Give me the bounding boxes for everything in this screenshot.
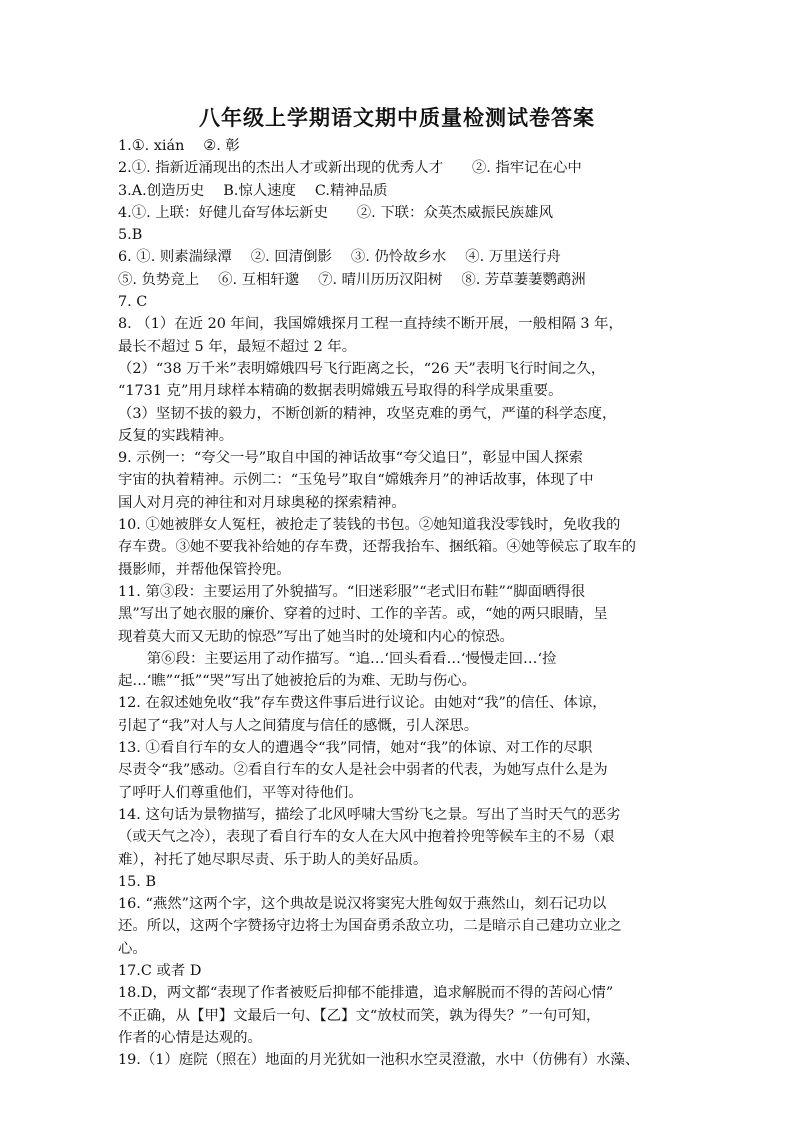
answer-line: 第⑥段：主要运用了动作描写。“追…‘回头看看…‘慢慢走回…‘捡 [118, 650, 557, 667]
answer-line: 8. （1）在近 20 年间，我国嫦娥探月工程一直持续不断开展，一般相隔 3 年， [118, 316, 623, 333]
answer-line: 现着莫大而又无助的惊恐”写出了她当时的处境和内心的惊恐。 [118, 628, 514, 645]
answer-line: 3.A.创造历史 B.惊人速度 C.精神品质 [118, 182, 388, 199]
answer-line: 16. “燕然”这两个字，这个典故是说汉将窦宪大胜匈奴于燕然山，刻石记功以 [118, 896, 607, 913]
document-title: 八年级上学期语文期中质量检测试卷答案 [199, 105, 595, 130]
answer-line: 尽责令“我”感动。②看自行车的女人是社会中弱者的代表，为她写点什么是为 [118, 762, 608, 779]
answer-line: 不正确，从【甲】文最后一句、【乙】文“放杖而笑，孰为得失？”一句可知， [118, 1007, 601, 1024]
answer-line: 7. C [118, 294, 148, 311]
answer-line: 5.B [118, 227, 143, 244]
answer-line: “1731 克”用月球样本精确的数据表明嫦娥五号取得的科学成果重要。 [118, 383, 563, 400]
answer-line: 4.①. 上联：好健儿奋写体坛新史 ②. 下联：众英杰威振民族雄风 [118, 204, 553, 221]
answer-line: 11. 第③段：主要运用了外貌描写。“旧迷彩服”“老式旧布鞋”“脚面晒得很 [118, 583, 586, 600]
answer-content [118, 135, 684, 1071]
answer-line: 了呼吁人们尊重他们，平等对待他们。 [118, 784, 363, 801]
answer-line: 6. ①. 则素湍绿潭 ②. 回清倒影 ③. 仍怜故乡水 ④. 万里送行舟 [118, 249, 561, 266]
answer-line: ⑤. 负势竞上 ⑥. 互相轩邈 ⑦. 晴川历历汉阳树 ⑧. 芳草萋萋鹦鹉洲 [118, 271, 586, 288]
answer-line: （2）“38 万千米”表明嫦娥四号飞行距离之长，“26 天”表明飞行时间之久， [118, 360, 606, 377]
answer-line: 存车费。③她不要我补给她的存车费，还帮我抬车、捆纸箱。④她等候忘了取车的 [118, 539, 637, 556]
answer-line: 1.①. xián ②. 彰 [118, 138, 240, 154]
answer-line: 起…‘瞧”“抵”“哭”写出了她被抢后的为难、无助与伤心。 [118, 673, 476, 690]
answer-line: 黑”写出了她衣服的廉价、穿着的过时、工作的辛苦。或，“她的两只眼睛，呈 [118, 606, 608, 623]
answer-line: 摄影师，并帮他保管拎兜。 [118, 561, 291, 578]
answer-line: 19.（1）庭院（照在）地面的月光犹如一池积水空灵澄澈，水中（仿佛有）水藻、 [118, 1052, 640, 1069]
answer-line: 14. 这句话为景物描写，描绘了北风呼啸大雪纷飞之景。写出了当时天气的恶劣 [118, 806, 621, 823]
answer-line: 10. ①她被胖女人冤枉，被抢走了装钱的书包。②她知道我没零钱时，免收我的 [118, 517, 621, 534]
answer-line: 17.C 或者 D [118, 962, 202, 979]
answer-line: 9. 示例一：“夸父一号”取自中国的神话故事“夸父追日”，彰显中国人探索 [118, 450, 584, 467]
answer-line: 引起了“我”对人与人之间猜度与信任的感慨，引人深思。 [118, 717, 479, 734]
answer-line: 宇宙的执着精神。示例二：“玉兔号”取自“嫦娥奔月”的神话故事，体现了中 [118, 472, 594, 489]
answer-line: （或天气之冷），表现了看自行车的女人在大风中抱着拎兜等候车主的不易（艰 [118, 829, 615, 846]
answer-line: 最长不超过 5 年，最短不超过 2 年。 [118, 338, 357, 355]
answer-line: 15. B [118, 873, 157, 890]
answer-line: 13. ①看自行车的女人的遭遇令“我”同情，她对“我”的体谅、对工作的尽职 [118, 740, 593, 757]
answer-line: 12. 在叙述她免收“我”存车费这件事后进行议论。由她对“我”的信任、体谅， [118, 695, 607, 712]
answer-line: 还。所以，这两个字赞扬守边将士为国奋勇杀敌立功，二是暗示自己建功立业之 [118, 918, 622, 935]
answer-line: 难），衬托了她尽职尽责、乐于助人的美好品质。 [118, 851, 428, 868]
answer-line: 国人对月亮的神往和对月球奥秘的探索精神。 [118, 494, 406, 511]
answer-line: 作者的心情是达观的。 [118, 1029, 262, 1046]
answer-line: 2.①. 指新近涌现出的杰出人才或新出现的优秀人才 ②. 指牢记在心中 [118, 160, 582, 177]
answer-line: 心。 [118, 940, 147, 957]
answer-line: 反复的实践精神。 [118, 427, 234, 444]
answer-line: （3）坚韧不拔的毅力，不断创新的精神，攻坚克难的勇气，严谨的科学态度， [118, 405, 617, 422]
answer-line: 18.D，两文都“表现了作者被贬后抑郁不能排遣，追求解脱而不得的苦闷心情” [118, 985, 614, 1002]
